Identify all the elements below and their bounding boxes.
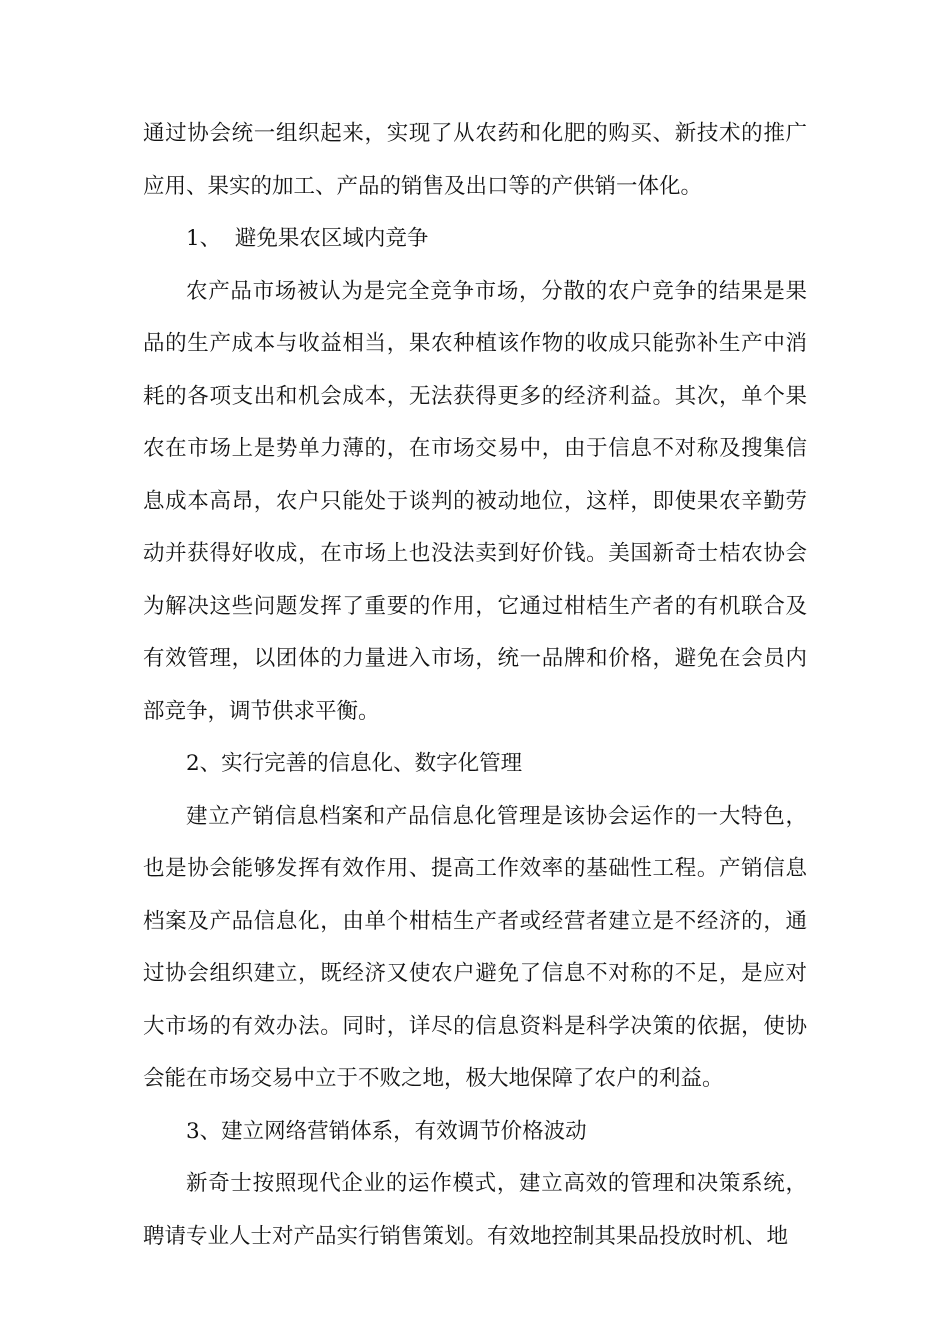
paragraph-continuation: 通过协会统一组织起来，实现了从农药和化肥的购买、新技术的推广应用、果实的加工、产品的销售及出口等的产供销一体化。 bbox=[143, 121, 807, 199]
section-heading-1: 1、 避免果农区域内竞争 bbox=[186, 226, 429, 251]
paragraph-1: 农产品市场被认为是完全竞争市场，分散的农户竞争的结果是果品的生产成本与收益相当，果农种植该作物的收成只能弥补生产中消耗的各项支出和机会成本，无法获得更多的经济利益。其次，单个果农在市场上是势单力薄的，在市场交易中，由于信息不对称及搜集信息成本高昂，农户只能处于谈判的被动地位，这样，即使果农辛勤劳动并获得好收成，在市场上也没法卖到好价钱。美国新奇士桔农协会为解决这些问题发挥了重要的作用，它通过柑桔生产者的有机联合及有效管理，以团体的力量进入市场，统一品牌和价格，避免在会员内部竞争，调节供求平衡。 bbox=[143, 278, 807, 724]
paragraph-2: 建立产销信息档案和产品信息化管理是该协会运作的一大特色，也是协会能够发挥有效作用、提高工作效率的基础性工程。产销信息档案及产品信息化，由单个柑桔生产者或经营者建立是不经济的，通过协会组织建立，既经济又使农户避免了信息不对称的不足，是应对大市场的有效办法。同时，详尽的信息资料是科学决策的依据，使协会能在市场交易中立于不败之地，极大地保障了农户的利益。 bbox=[143, 803, 807, 1091]
paragraph-3: 新奇士按照现代企业的运作模式，建立高效的管理和决策系统，聘请专业人士对产品实行销售策划。有效地控制其果品投放时机、地 bbox=[143, 1171, 807, 1249]
document-body bbox=[143, 108, 807, 1263]
section-heading-2: 2、实行完善的信息化、数字化管理 bbox=[186, 751, 523, 776]
section-heading-3: 3、建立网络营销体系，有效调节价格波动 bbox=[186, 1118, 587, 1144]
